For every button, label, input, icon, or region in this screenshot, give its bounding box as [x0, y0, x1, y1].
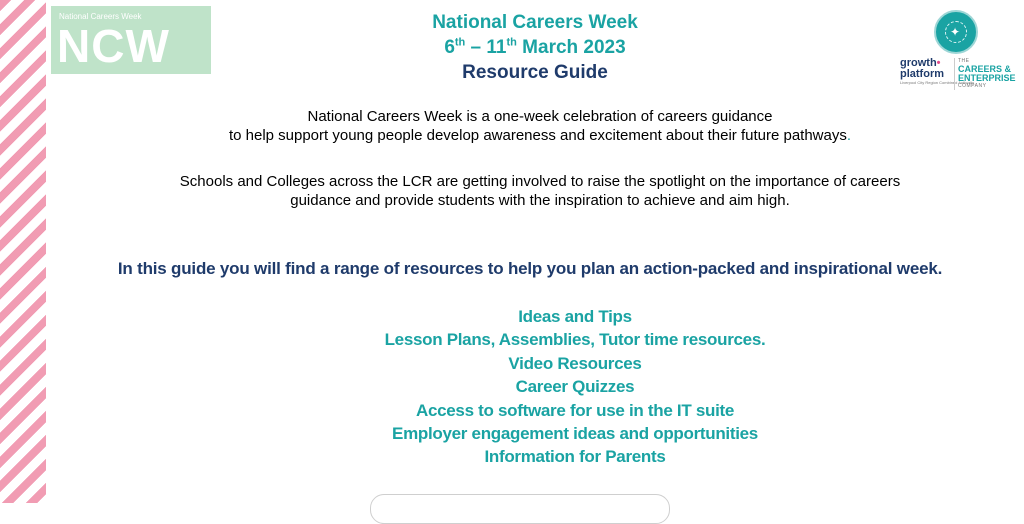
date-month-year: March 2023	[516, 37, 626, 58]
resource-item: Ideas and Tips	[518, 307, 632, 326]
resource-item: Access to software for use in the IT suite	[415, 400, 735, 420]
intro-p1-end: .	[846, 127, 852, 144]
cec-logo-line3: COMPANY	[958, 83, 987, 89]
cec-logo-prefix: THE	[958, 58, 970, 64]
intro-paragraph-2	[100, 172, 980, 210]
partner-logos	[898, 8, 1016, 88]
ncw-logo-text: NCW	[57, 20, 170, 72]
resource-item: Employer engagement ideas and opportunities	[392, 424, 758, 444]
resource-item: Lesson Plans, Assemblies, Tutor time resources.	[384, 330, 766, 350]
page-title	[330, 10, 740, 85]
intro-paragraph-1	[100, 107, 980, 145]
date-start-suffix: th	[454, 36, 466, 49]
title-dates	[330, 35, 740, 60]
resource-item: Career Quizzes	[515, 377, 635, 397]
decorative-stripe-bar	[0, 0, 46, 503]
date-end-suffix: th	[506, 36, 517, 49]
resource-list	[250, 305, 900, 469]
cec-logo-line2: ENTERPRISE	[958, 73, 1016, 83]
city-region-badge-icon	[934, 10, 978, 54]
growth-logo-dot-icon: •	[936, 57, 941, 69]
resource-item: Information for Parents	[484, 447, 666, 467]
resource-item: Video Resources	[508, 353, 642, 373]
intro-p2-line2: guidance and provide students with the inspiration to achieve and aim high.	[290, 192, 790, 209]
badge-inner-ring	[945, 21, 967, 43]
growth-logo-line1: growth	[900, 57, 937, 69]
date-start-day: 6	[444, 37, 455, 58]
ncw-logo-caption: National Careers Week	[59, 12, 142, 21]
guide-lead-text: In this guide you will find a range of resources to help you plan an action-packed and inspirational week.	[117, 259, 943, 278]
careers-enterprise-logo	[954, 58, 1016, 90]
intro-p1-line2-wrap	[100, 126, 980, 145]
cec-logo-line1: CAREERS &	[958, 64, 1012, 74]
ncw-logo	[51, 6, 211, 74]
growth-logo-tagline: Liverpool City Region Combined Authority	[900, 80, 975, 85]
next-section-outline	[370, 494, 670, 524]
liver-bird-icon: ✦	[950, 25, 961, 39]
growth-logo-line2: platform	[900, 68, 944, 80]
intro-p1-line2: to help support young people develop awareness and excitement about their future pathways	[228, 127, 847, 144]
title-subtitle: Resource Guide	[462, 62, 608, 83]
date-end-day: 11	[486, 37, 507, 58]
date-dash: –	[465, 37, 487, 58]
intro-p2-line1: Schools and Colleges across the LCR are getting involved to raise the spotlight on the importance of careers	[179, 173, 901, 190]
title-event-name: National Careers Week	[432, 12, 638, 33]
intro-p1-line1: National Careers Week is a one-week celebration of careers guidance	[307, 108, 773, 125]
